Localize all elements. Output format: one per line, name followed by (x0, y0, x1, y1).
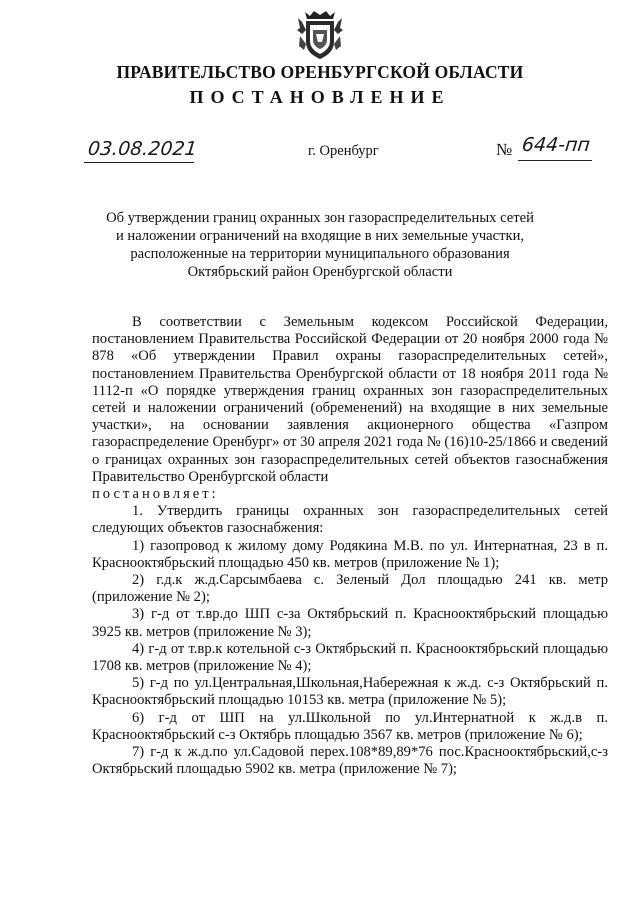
subitem-paragraph: 5) г-д по ул.Центральная,Школьная,Набережная к ж.д. с-з Октябрьский п. Краснооктябрьский площадью 10153 кв. метра (приложение № 5); (92, 675, 608, 709)
subject-line: и наложении ограничений на входящие в них земельные участки, (115, 228, 525, 244)
item-paragraph: 1. Утвердить границы охранных зон газораспределительных сетей следующих объектов газоснабжения: (92, 503, 608, 537)
subject-line: Октябрьский район Оренбургской области (187, 264, 453, 280)
subitem-paragraph: 2) г.д.к ж.д.Сарсымбаева с. Зеленый Дол площадью 241 кв. метр (приложение № 2); (92, 572, 608, 606)
government-title: ПРАВИТЕЛЬСТВО ОРЕНБУРГСКОЙ ОБЛАСТИ (116, 62, 524, 82)
subitem-paragraph: 6) г-д от ШП на ул.Школьной по ул.Интернатной к ж.д.в п. Краснооктябрьский с-з Октябрь площадью 3567 кв. метров (приложение № 6); (92, 709, 608, 743)
subitem-paragraph: 4) г-д от т.вр.к котельной с-з Октябрьский п. Краснооктябрьский площадью 1708 кв. метров (приложение № 4); (92, 640, 608, 675)
document-number: 644-пп (520, 134, 592, 156)
subitem-paragraph: 7) г-д к ж.д.по ул.Садовой перех.108*89,89*76 пос.Краснооктябрьский,с-з Октябрьский площадью 5902 кв. метра (приложение № 7); (92, 744, 608, 778)
subject-line: Об утверждении границ охранных зон газораспределительных сетей (106, 210, 534, 226)
preamble-paragraph: В соответствии с Земельным кодексом Российской Федерации, постановлением Правительства Российской Федерации от 20 ноября 2000 года № 878 «Об утверждении Правил охраны газораспределительных сетей», постановлением Правительства Оренбургской области от 18 ноября 2011 года № 1112-п «О порядке утверждения границ охранных зон газораспределительных сетей и наложении ограничений (обременений) на входящие в них земельные участки», на основании заявления акционерного общества «Газпром газораспределение Оренбург» от 30 апреля 2021 года № (16)10-25/1866 и сведений о границах охранных зон газораспределительных сетей объектов газоснабжения Правительство Оренбургской области (92, 314, 608, 485)
document-date: 03.08.2021 (86, 138, 198, 160)
document-city: г. Оренбург (308, 143, 379, 159)
subitem-paragraph: 3) г-д от т.вр.до ШП с-за Октябрьский п. Краснооктябрьский площадью 3925 кв. метров (приложение № 3); (92, 606, 608, 640)
subitem-paragraph: 1) газопровод к жилому дому Родякина М.В. по ул. Интернатная, 23 в п. Краснооктябрьский площадью 450 кв. метров (приложение № 1); (92, 537, 608, 571)
coat-of-arms-icon (296, 6, 344, 62)
document-body (92, 314, 608, 778)
subject-line: расположенные на территории муниципального образования (130, 246, 510, 262)
number-underline (518, 160, 592, 161)
resolves-word: постановляет: (92, 486, 219, 503)
document-subject (0, 209, 640, 281)
document-type: ПОСТАНОВЛЕНИЕ (189, 87, 451, 107)
number-sign: № (496, 140, 513, 159)
date-underline (84, 162, 194, 163)
